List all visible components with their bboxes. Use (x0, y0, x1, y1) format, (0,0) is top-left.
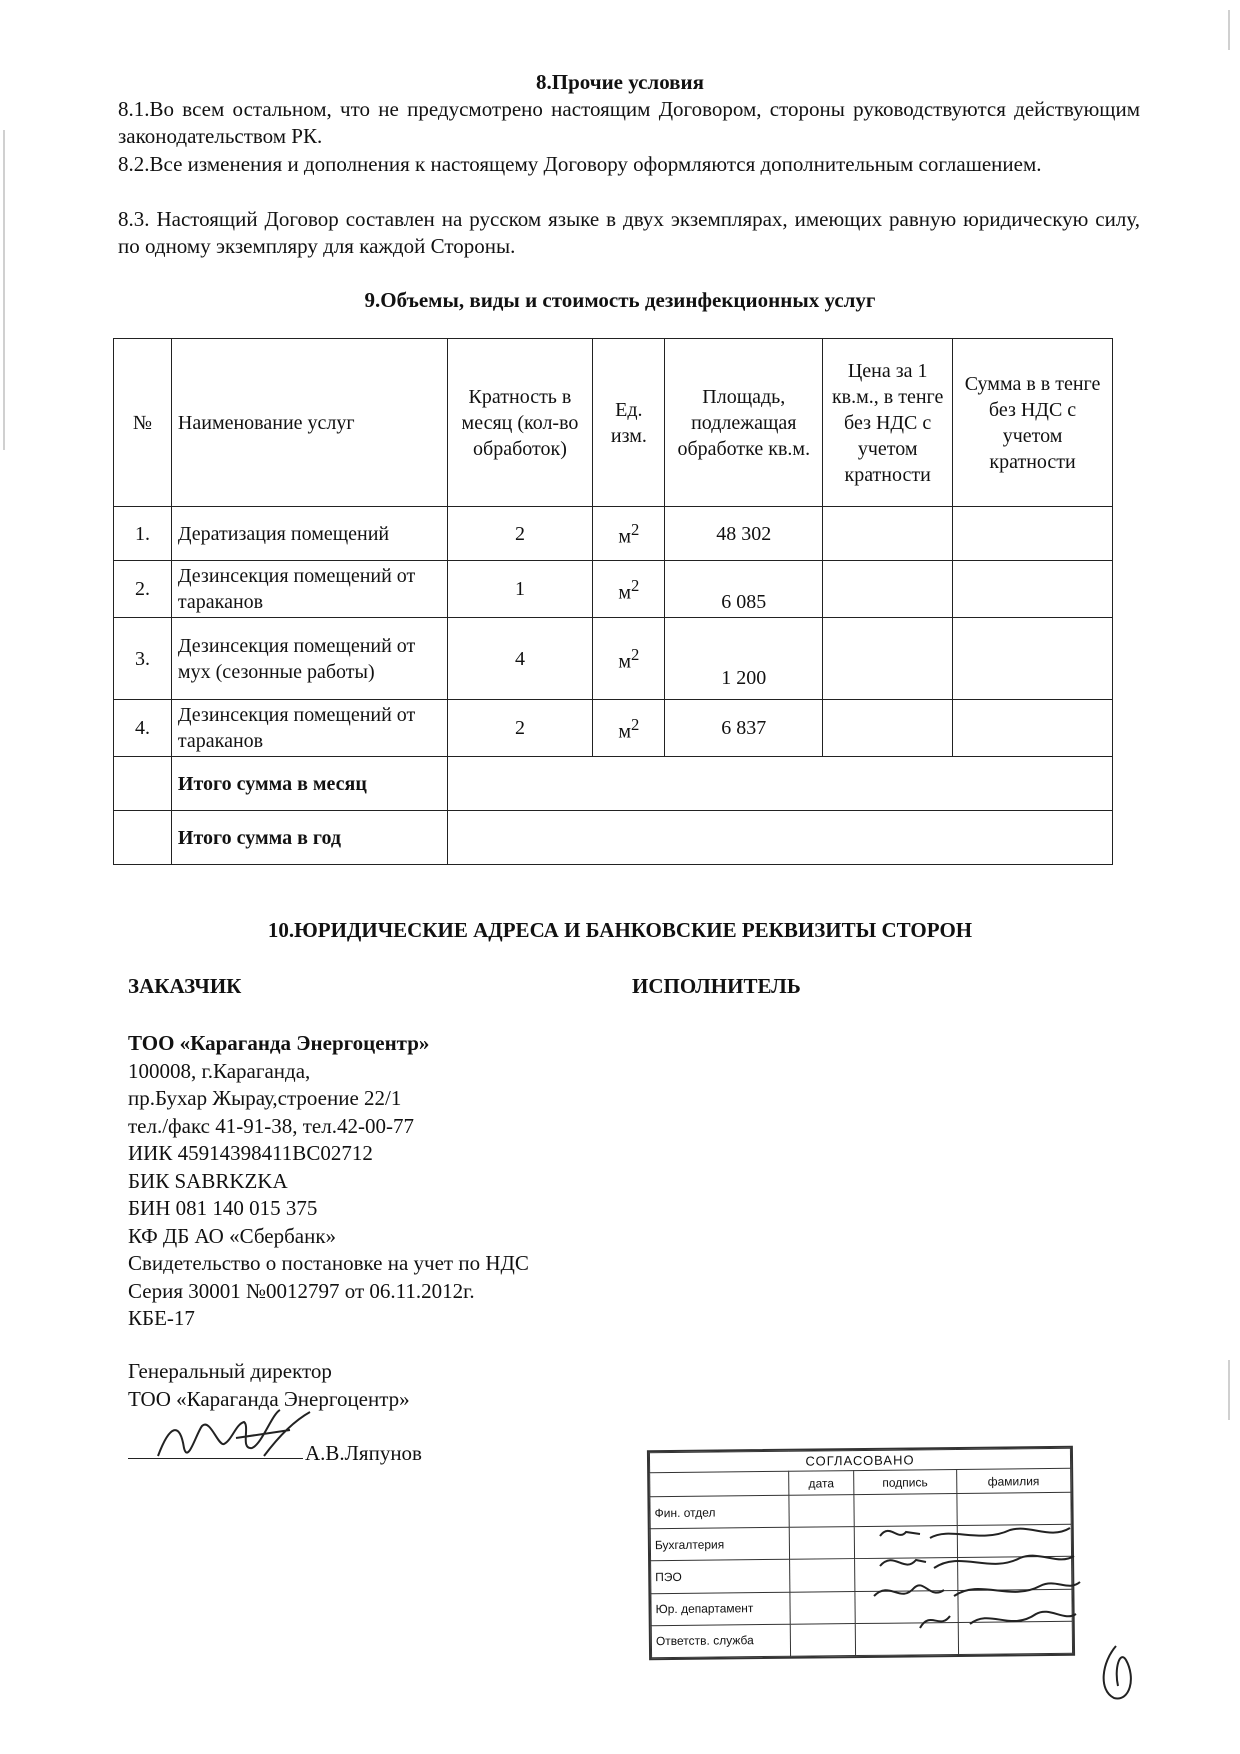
header-price: Цена за 1 кв.м., в тенге без НДС с учетом кратности (823, 339, 953, 507)
row-unit: $м^2$ (593, 700, 665, 757)
signature-line (128, 1458, 303, 1459)
total-year-label: Итого сумма в год (171, 811, 447, 865)
customer-line: БИК SABRKZKA (128, 1168, 288, 1193)
table-row (114, 561, 1113, 618)
row-price (823, 700, 953, 757)
header-unit: Ед. изм. (593, 339, 665, 507)
total-month-label: Итого сумма в месяц (171, 757, 447, 811)
contractor-label: ИСПОЛНИТЕЛЬ (632, 974, 801, 998)
signatory-name: А.В.Ляпунов (305, 1441, 422, 1465)
row-num: 4. (114, 700, 172, 757)
row-num: 3. (114, 618, 172, 700)
row-name: Дератизация помещений (171, 507, 447, 561)
customer-line: КФ ДБ АО «Сбербанк» (128, 1223, 337, 1248)
row-area: 6 837 (665, 700, 823, 757)
section9-heading: 9.Объемы, виды и стоимость дезинфекционных услуг (364, 288, 876, 312)
stamp-row-label: ПЭО (651, 1560, 790, 1594)
row-unit: $м^2$ (593, 561, 665, 618)
row-price (823, 507, 953, 561)
customer-line: 100008, г.Караганда, (128, 1058, 311, 1083)
section8-clause3: 8.3. Настоящий Договор составлен на русском языке в двух экземплярах, имеющих равную юридическую силу, по одному экземпляру для каждой Стороны. (118, 207, 1140, 258)
stamp-row-label: Фин. отдел (650, 1495, 789, 1529)
total-month-row (114, 757, 1113, 811)
customer-details (128, 1030, 529, 1333)
row-name: Дезинсекция помещений от мух (сезонные работы) (171, 618, 447, 700)
row-sum (953, 507, 1113, 561)
signatory-title: Генеральный директор (128, 1359, 332, 1383)
stamp-col-surname: фамилия (956, 1468, 1071, 1493)
row-unit: $м^2$ (593, 507, 665, 561)
scan-edge-mark (1228, 10, 1230, 50)
table-header-row (114, 339, 1113, 507)
approval-signatures-icon (860, 1520, 1090, 1660)
customer-line: Свидетельство о постановке на учет по НДС (128, 1251, 529, 1275)
row-frequency: 4 (447, 618, 593, 700)
row-area: 1 200 (665, 618, 823, 700)
row-name: Дезинсекция помещений от тараканов (171, 700, 447, 757)
header-area: Площадь, подлежащая обработке кв.м. (665, 339, 823, 507)
row-num: 2. (114, 561, 172, 618)
row-name: Дезинсекция помещений от тараканов (171, 561, 447, 618)
customer-line: Серия 30001 №0012797 от 06.11.2012г. (128, 1278, 475, 1303)
row-price (823, 618, 953, 700)
stamp-col-sign: подпись (854, 1469, 957, 1494)
section10-heading: 10.ЮРИДИЧЕСКИЕ АДРЕСА И БАНКОВСКИЕ РЕКВИЗИТЫ СТОРОН (267, 918, 973, 942)
stamp-row-label: Бухгалтерия (650, 1527, 789, 1561)
row-frequency: 2 (447, 507, 593, 561)
customer-label: ЗАКАЗЧИК (128, 974, 242, 998)
header-sum: Сумма в в тенге без НДС с учетом кратности (953, 339, 1113, 507)
services-table (113, 338, 1113, 865)
stamp-row-label: Ответств. служба (651, 1624, 790, 1658)
stamp-col-date: дата (789, 1471, 854, 1496)
scan-edge-mark (3, 130, 5, 450)
row-frequency: 1 (447, 561, 593, 618)
table-row (114, 507, 1113, 561)
row-price (823, 561, 953, 618)
customer-line: КБЕ-17 (128, 1306, 195, 1330)
table-row (114, 700, 1113, 757)
initial-mark-icon (1090, 1642, 1150, 1706)
row-area: 6 085 (665, 561, 823, 618)
table-row (114, 618, 1113, 700)
stamp-title: СОГЛАСОВАНО (649, 1448, 1070, 1472)
total-year-row (114, 811, 1113, 865)
header-name: Наименование услуг (171, 339, 447, 507)
row-num: 1. (114, 507, 172, 561)
section8-heading: 8.Прочие условия (536, 70, 704, 94)
signatory-org: ТОО «Караганда Энергоцентр» (128, 1386, 410, 1411)
customer-org: ТОО «Караганда Энергоцентр» (128, 1031, 430, 1055)
header-frequency: Кратность в месяц (кол-во обработок) (447, 339, 593, 507)
section8-clause1: 8.1.Во всем остальном, что не предусмотрено настоящим Договором, стороны руководствуются действующим законодательством РК. (118, 97, 1140, 148)
stamp-row-label: Юр. департамент (651, 1592, 790, 1626)
customer-line: пр.Бухар Жырау,строение 22/1 (128, 1086, 402, 1110)
customer-line: тел./факс 41-91-38, тел.42-00-77 (128, 1113, 414, 1138)
row-unit: $м^2$ (593, 618, 665, 700)
row-sum (953, 700, 1113, 757)
total-year-value (447, 811, 1112, 865)
row-sum (953, 618, 1113, 700)
row-area: 48 302 (665, 507, 823, 561)
header-num: № (114, 339, 172, 507)
customer-line: ИИК 45914398411BC02712 (128, 1141, 373, 1165)
scan-edge-mark (1228, 1360, 1230, 1420)
customer-line: БИН 081 140 015 375 (128, 1196, 318, 1220)
total-month-value (447, 757, 1112, 811)
row-frequency: 2 (447, 700, 593, 757)
row-sum (953, 561, 1113, 618)
section8-clause2: 8.2.Все изменения и дополнения к настоящему Договору оформляются дополнительным соглашением. (118, 152, 1042, 176)
